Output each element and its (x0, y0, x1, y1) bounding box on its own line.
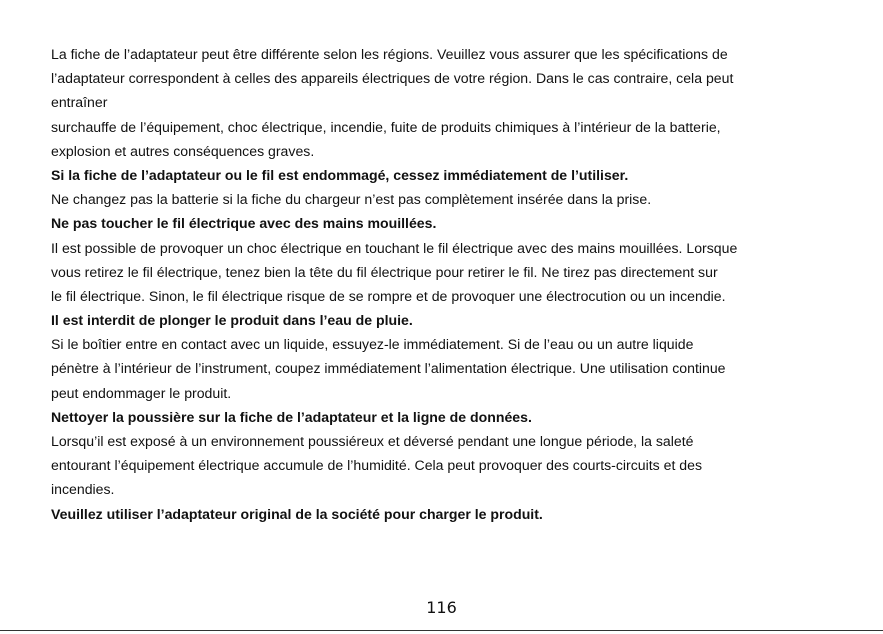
text-line: peut endommager le produit. (51, 384, 232, 401)
text-line: entourant l’équipement électrique accumule de l’humidité. Cela peut provoquer des courts-circuits et des (51, 457, 703, 474)
text-line: Ne changez pas la batterie si la fiche du chargeur n’est pas complètement insérée dans la prise. (51, 191, 652, 208)
text-line: incendies. (51, 481, 115, 498)
document-body (51, 42, 836, 526)
warning-heading: Ne pas toucher le fil électrique avec des mains mouillées. (51, 215, 437, 232)
warning-heading: Il est interdit de plonger le produit dans l’eau de pluie. (51, 312, 413, 329)
text-line: Lorsqu’il est exposé à un environnement poussiéreux et déversé pendant une longue période, la saleté (51, 433, 694, 449)
text-line: Si le boîtier entre en contact avec un liquide, essuyez-le immédiatement. Si de l’eau ou un autre liquide (51, 336, 694, 353)
warning-heading: Nettoyer la poussière sur la fiche de l’adaptateur et la ligne de données. (51, 408, 532, 425)
page-number: 116 (426, 598, 457, 617)
text-line: pénètre à l’intérieur de l’instrument, coupez immédiatement l’alimentation électrique. Une utilisation continue (51, 360, 726, 377)
text-line: le fil électrique. Sinon, le fil électrique risque de se rompre et de provoquer une électrocution ou un incendie. (51, 287, 726, 304)
text-line: La fiche de l’adaptateur peut être différente selon les régions. Veuillez vous assurer que les spécifications de (51, 46, 728, 62)
text-line: l’adaptateur correspondent à celles des appareils électriques de votre région. Dans le cas contraire, cela peut (51, 70, 734, 87)
warning-heading: Veuillez utiliser l’adaptateur original de la société pour charger le produit. (51, 505, 543, 522)
text-line: surchauffe de l’équipement, choc électrique, incendie, fuite de produits chimiques à l’intérieur de la batterie, (51, 118, 721, 135)
warning-heading: Si la fiche de l’adaptateur ou le fil est endommagé, cessez immédiatement de l’utiliser. (51, 166, 629, 183)
text-line: entraîner (51, 94, 108, 111)
text-line: vous retirez le fil électrique, tenez bien la tête du fil électrique pour retirer le fil. Ne tirez pas directement sur (51, 263, 718, 280)
text-line: Il est possible de provoquer un choc électrique en touchant le fil électrique avec des mains mouillées. Lorsque (51, 239, 738, 256)
bottom-divider (0, 630, 883, 631)
text-line: explosion et autres conséquences graves. (51, 142, 315, 159)
